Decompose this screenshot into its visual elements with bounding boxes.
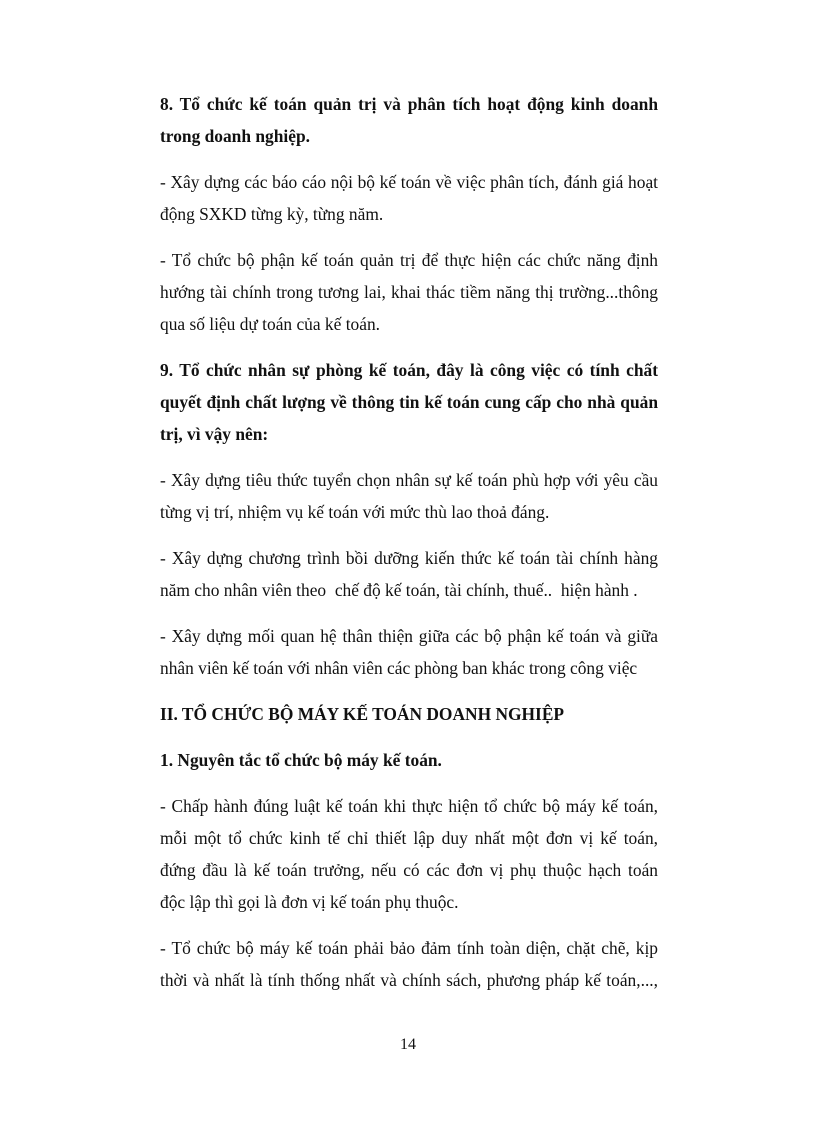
- paragraph: [160, 790, 658, 918]
- text-line: năm cho nhân viên theo chế độ kế toán, tài chính, thuế.. hiện hành .: [160, 580, 638, 600]
- text-line: nhân viên kế toán với nhân viên các phòng ban khác trong công việc: [160, 658, 638, 678]
- heading-line: trị, vì vậy nên:: [160, 424, 269, 444]
- text-line: - Tổ chức bộ phận kế toán quản trị để thực hiện các chức năng định: [160, 250, 658, 270]
- text-line: hướng tài chính trong tương lai, khai thác tiềm năng thị trường...thông: [160, 282, 658, 302]
- paragraph: [160, 244, 658, 340]
- text-line: - Chấp hành đúng luật kế toán khi thực hiện tổ chức bộ máy kế toán,: [160, 796, 658, 816]
- text-line: mỗi một tổ chức kinh tế chỉ thiết lập duy nhất một đơn vị kế toán,: [160, 828, 658, 848]
- text-line: từng vị trí, nhiệm vụ kế toán với mức thù lao thoả đáng.: [160, 502, 550, 522]
- text-line: thời và nhất là tính thống nhất và chính sách, phương pháp kế toán,...,: [160, 970, 658, 990]
- document-page: [160, 88, 658, 996]
- text-line: độc lập thì gọi là đơn vị kế toán phụ thuộc.: [160, 892, 459, 912]
- section-heading-II: II. TỔ CHỨC BỘ MÁY KẾ TOÁN DOANH NGHIỆP: [160, 704, 565, 724]
- text-line: - Xây dựng mối quan hệ thân thiện giữa các bộ phận kế toán và giữa: [160, 626, 658, 646]
- paragraph: [160, 464, 658, 528]
- heading-8: [160, 88, 658, 152]
- text-line: đứng đầu là kế toán trưởng, nếu có các đơn vị phụ thuộc hạch toán: [160, 860, 658, 880]
- text-line: qua số liệu dự toán của kế toán.: [160, 314, 380, 334]
- heading-9: [160, 354, 658, 450]
- text-line: - Tổ chức bộ máy kế toán phải bảo đảm tính toàn diện, chặt chẽ, kịp: [160, 938, 658, 958]
- heading-line: trong doanh nghiệp.: [160, 126, 310, 146]
- paragraph: [160, 620, 658, 684]
- heading-line: 9. Tổ chức nhân sự phòng kế toán, đây là công việc có tính chất: [160, 360, 658, 380]
- heading-line: 8. Tổ chức kế toán quản trị và phân tích hoạt động kinh doanh: [160, 94, 658, 114]
- paragraph: [160, 932, 658, 996]
- text-line: - Xây dựng các báo cáo nội bộ kế toán về việc phân tích, đánh giá hoạt: [160, 172, 658, 192]
- heading-line: quyết định chất lượng về thông tin kế toán cung cấp cho nhà quản: [160, 392, 658, 412]
- text-line: - Xây dựng tiêu thức tuyển chọn nhân sự kế toán phù hợp với yêu cầu: [160, 470, 658, 490]
- paragraph: [160, 166, 658, 230]
- page-number: 14: [400, 1036, 416, 1053]
- subsection-heading-1: 1. Nguyên tắc tổ chức bộ máy kế toán.: [160, 750, 442, 770]
- text-line: - Xây dựng chương trình bồi dưỡng kiến thức kế toán tài chính hàng: [160, 548, 658, 568]
- text-line: động SXKD từng kỳ, từng năm.: [160, 204, 384, 224]
- paragraph: [160, 542, 658, 606]
